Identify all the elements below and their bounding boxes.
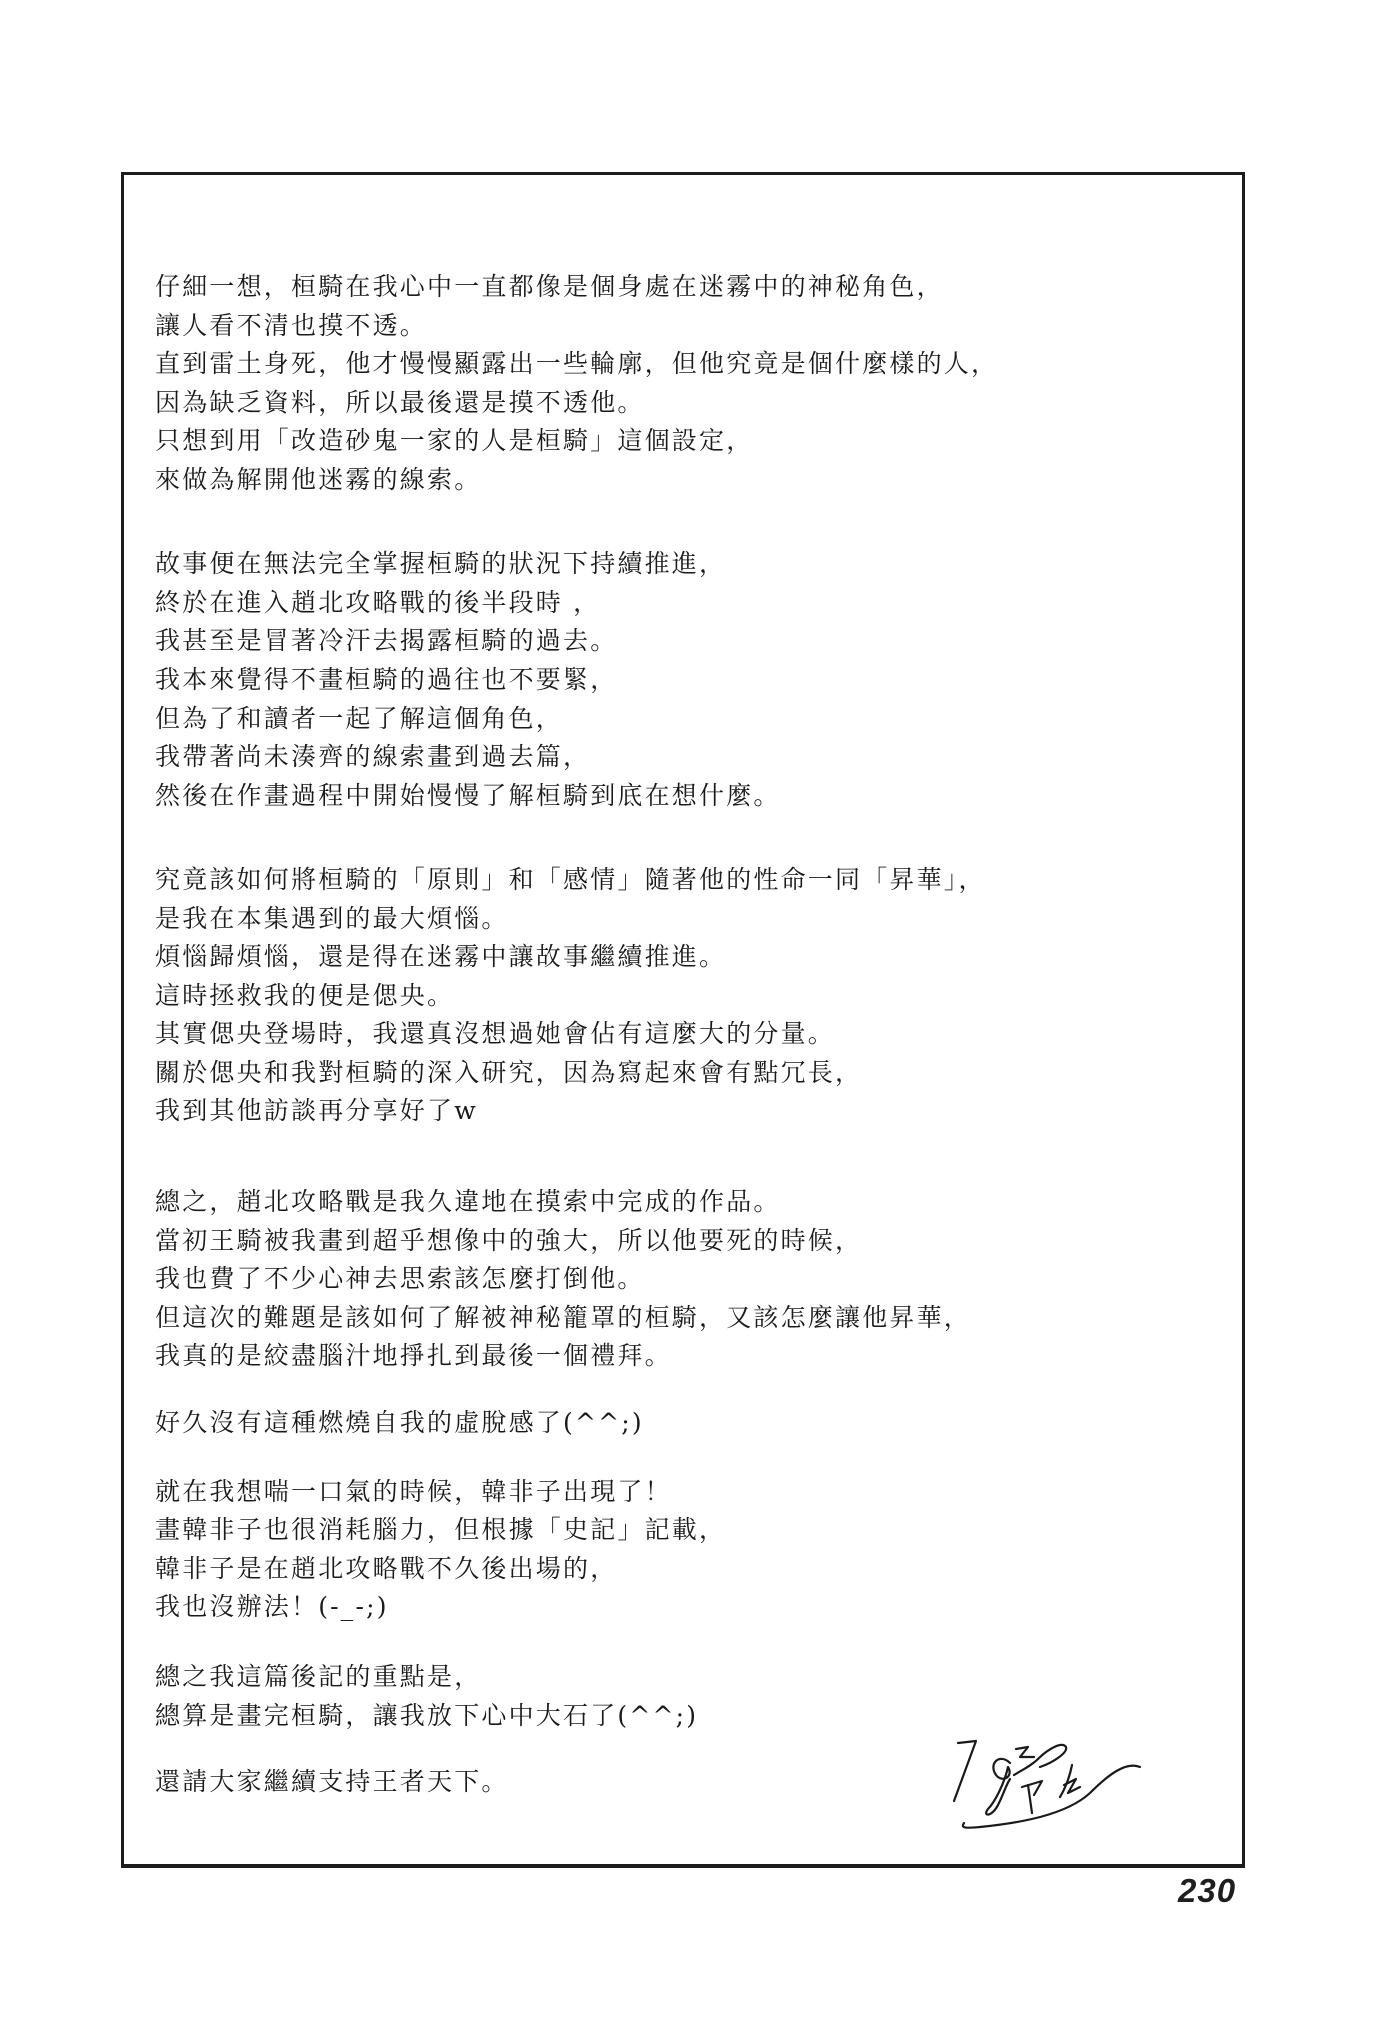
paragraph-4 (155, 1183, 1215, 1376)
text-line: 我到其他訪談再分享好了w (155, 1096, 478, 1126)
text-line: 畫韓非子也很消耗腦力，但根據「史記」記載， (155, 1515, 727, 1545)
text-line: 好久沒有這種燃燒自我的虛脫感了(^^;) (155, 1408, 644, 1438)
text-line: 只想到用「改造砂鬼一家的人是桓騎」這個設定， (155, 426, 754, 456)
text-line: 但這次的難題是該如何了解被神秘籠罩的桓騎，又該怎麼讓他昇華， (155, 1302, 972, 1332)
text-line: 還請大家繼續支持王者天下。 (155, 1767, 509, 1797)
text-line: 總算是畫完桓騎，讓我放下心中大石了(^^;) (155, 1700, 699, 1730)
text-line: 總之我這篇後記的重點是， (155, 1662, 482, 1691)
afterword-text (155, 268, 1215, 1802)
text-line: 當初王騎被我畫到超乎想像中的強大，所以他要死的時候， (155, 1225, 863, 1255)
text-line: 究竟該如何將桓騎的「原則」和「感情」隨著他的性命一同「昇華」， (155, 864, 986, 894)
text-line: 我本來覺得不畫桓騎的過往也不要緊， (155, 664, 618, 694)
text-line: 韓非子是在趙北攻略戰不久後出場的， (155, 1553, 618, 1583)
text-line: 關於偲央和我對桓騎的深入研究，因為寫起來會有點冗長， (155, 1057, 863, 1087)
text-line: 讓人看不清也摸不透。 (155, 310, 428, 340)
paragraph-6 (155, 1473, 1215, 1627)
paragraph-1 (155, 268, 1215, 500)
text-line: 但為了和讀者一起了解這個角色， (155, 703, 564, 733)
text-line: 故事便在無法完全掌握桓騎的狀況下持續推進， (155, 549, 727, 579)
text-line: 就在我想喘一口氣的時候，韓非子出現了！ (155, 1476, 672, 1506)
paragraph-7 (155, 1658, 1215, 1735)
text-line: 我帶著尚未湊齊的線索畫到過去篇， (155, 742, 591, 772)
paragraph-2 (155, 545, 1215, 815)
paragraph-5 (155, 1404, 1215, 1443)
text-line: 煩惱歸煩惱，還是得在迷霧中讓故事繼續推進。 (155, 942, 727, 972)
text-line: 我真的是絞盡腦汁地掙扎到最後一個禮拜。 (155, 1341, 672, 1371)
text-line: 來做為解開他迷霧的線索。 (155, 464, 482, 494)
text-line: 我也沒辦法！(-_-;) (155, 1592, 389, 1622)
text-line: 仔細一想，桓騎在我心中一直都像是個身處在迷霧中的神秘角色， (155, 272, 944, 301)
text-line: 因為缺乏資料，所以最後還是摸不透他。 (155, 387, 645, 417)
text-line: 總之，趙北攻略戰是我久違地在摸索中完成的作品。 (155, 1187, 781, 1217)
text-line: 我也費了不少心神去思索該怎麼打倒他。 (155, 1264, 645, 1294)
signature-icon (940, 1735, 1155, 1835)
text-line: 然後在作畫過程中開始慢慢了解桓騎到底在想什麼。 (155, 780, 781, 810)
text-line: 其實偲央登場時，我還真沒想過她會佔有這麼大的分量。 (155, 1019, 836, 1049)
text-line: 我甚至是冒著冷汗去揭露桓騎的過去。 (155, 626, 618, 656)
paragraph-3 (155, 861, 1215, 1131)
text-line: 終於在進入趙北攻略戰的後半段時 ， (155, 587, 601, 617)
page-number: 230 (1178, 1872, 1237, 1909)
text-line: 是我在本集遇到的最大煩惱。 (155, 903, 509, 933)
text-line: 這時拯救我的便是偲央。 (155, 980, 455, 1010)
text-line: 直到雷土身死，他才慢慢顯露出一些輪廓，但他究竟是個什麼樣的人， (155, 349, 999, 379)
